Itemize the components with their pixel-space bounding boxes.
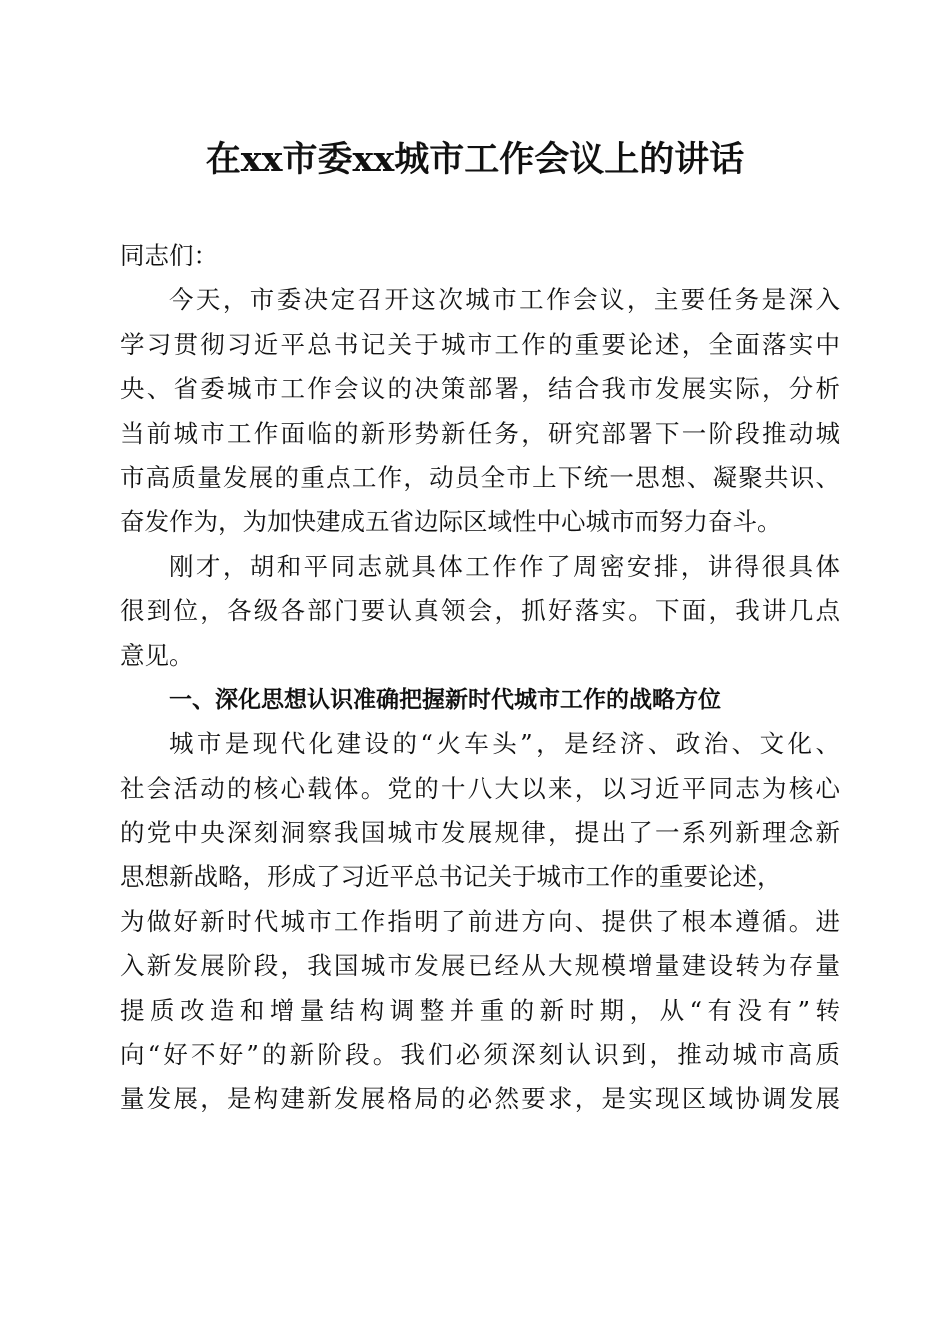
paragraph-line: 的党中央深刻洞察我国城市发展规律，提出了一系列新理念新 [120,818,840,848]
document-body [120,234,840,1122]
paragraph-line: 意见。 [120,640,194,670]
paragraph-line: 社会活动的核心载体。党的十八大以来，以习近平同志为核心 [120,773,840,803]
paragraph-line: 刚才，胡和平同志就具体工作作了周密安排，讲得很具体 [169,551,840,581]
paragraph-line: 入新发展阶段，我国城市发展已经从大规模增量建设转为存量 [120,951,840,981]
paragraph-line: 城市是现代化建设的“火车头”，是经济、政治、文化、 [169,729,840,759]
document-title: 在xx市委xx城市工作会议上的讲话 [205,139,745,180]
section-heading: 一、深化思想认识准确把握新时代城市工作的战略方位 [169,686,721,713]
paragraph-line: 学习贯彻习近平总书记关于城市工作的重要论述，全面落实中 [120,329,840,359]
paragraph-line: 当前城市工作面临的新形势新任务，研究部署下一阶段推动城 [120,418,840,448]
paragraph-line: 思想新战略，形成了习近平总书记关于城市工作的重要论述， [120,862,782,892]
paragraph-arrangement [120,545,840,678]
paragraph-line: 为做好新时代城市工作指明了前进方向、提供了根本遵循。进 [120,906,840,936]
paragraph-line: 向“好不好”的新阶段。我们必须深刻认识到，推动城市高质 [120,1040,840,1070]
paragraph-city-role [120,722,840,1122]
salutation: 同志们： [120,241,218,270]
paragraph-line: 央、省委城市工作会议的决策部署，结合我市发展实际，分析 [120,374,840,404]
paragraph-opening [120,278,840,544]
paragraph-line: 奋发作为，为加快建成五省边际区域性中心城市而努力奋斗。 [120,507,782,537]
paragraph-line: 市高质量发展的重点工作，动员全市上下统一思想、凝聚共识、 [120,462,840,492]
paragraph-line: 今天，市委决定召开这次城市工作会议，主要任务是深入 [169,285,840,315]
paragraph-line: 提质改造和增量结构调整并重的新时期，从“有没有”转 [120,995,840,1025]
paragraph-line: 很到位，各级各部门要认真领会，抓好落实。下面，我讲几点 [120,596,840,626]
paragraph-line: 量发展，是构建新发展格局的必然要求，是实现区域协调发展 [120,1084,840,1114]
